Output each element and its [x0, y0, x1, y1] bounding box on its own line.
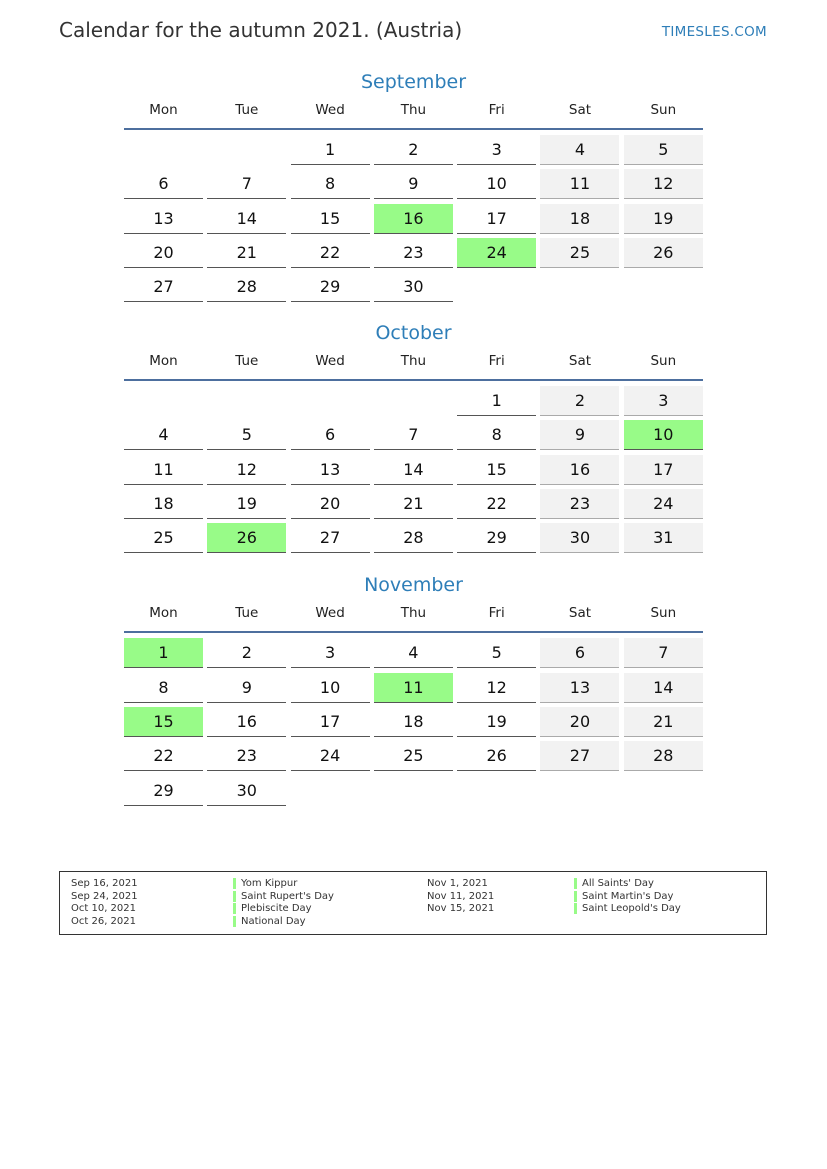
- month-title: October: [375, 322, 452, 345]
- day-cell: 30: [540, 523, 619, 553]
- day-cell: 6: [540, 638, 619, 668]
- weekday-label: Tue: [235, 102, 259, 118]
- day-cell: 9: [540, 420, 619, 450]
- day-cell: 26: [457, 741, 536, 771]
- day-cell: 18: [124, 489, 203, 519]
- day-cell: 17: [457, 204, 536, 234]
- day-cell: 25: [124, 523, 203, 553]
- empty-cell: [457, 776, 536, 806]
- day-cell: 15: [124, 707, 203, 737]
- weekday-label: Thu: [400, 102, 427, 118]
- weekday-label: Sun: [650, 102, 677, 118]
- day-cell: 18: [540, 204, 619, 234]
- day-cell: 13: [124, 204, 203, 234]
- day-cell: 24: [457, 238, 536, 268]
- day-cell: 4: [124, 420, 203, 450]
- day-cell: 23: [374, 238, 453, 268]
- legend-dates-left: [71, 878, 138, 928]
- day-cell: 10: [457, 169, 536, 199]
- day-cell: 20: [124, 238, 203, 268]
- day-cell: 6: [124, 169, 203, 199]
- day-cell: 8: [457, 420, 536, 450]
- day-cell: 5: [207, 420, 286, 450]
- day-cell: 21: [624, 707, 703, 737]
- holiday-legend: [59, 871, 767, 935]
- day-cell: 16: [540, 455, 619, 485]
- day-cell: 20: [540, 707, 619, 737]
- legend-holiday-name: Yom Kippur: [233, 878, 297, 889]
- weekday-label: Fri: [488, 353, 505, 370]
- day-cell: 28: [624, 741, 703, 771]
- empty-cell: [374, 776, 453, 806]
- day-cell: 22: [457, 489, 536, 519]
- weekday-label: Tue: [235, 605, 259, 622]
- legend-holiday-name: Plebiscite Day: [233, 903, 312, 914]
- day-cell: 10: [291, 673, 370, 703]
- day-cell: 18: [374, 707, 453, 737]
- weekday-label: Mon: [149, 605, 178, 622]
- month-september: [124, 66, 703, 302]
- day-cell: 19: [624, 204, 703, 234]
- brand-link[interactable]: TIMESLES.COM: [661, 24, 767, 40]
- day-cell: 3: [291, 638, 370, 668]
- weekday-label: Thu: [400, 353, 427, 370]
- empty-cell: [624, 776, 703, 806]
- day-cell: 15: [291, 204, 370, 234]
- day-cell: 28: [374, 523, 453, 553]
- day-cell: 20: [291, 489, 370, 519]
- empty-cell: [124, 135, 203, 165]
- day-cell: 26: [207, 523, 286, 553]
- day-grid: [124, 386, 703, 553]
- day-cell: 13: [291, 455, 370, 485]
- day-cell: 16: [374, 204, 453, 234]
- day-cell: 2: [374, 135, 453, 165]
- day-cell: 7: [207, 169, 286, 199]
- legend-names-left: [233, 878, 334, 928]
- weekday-header: [124, 98, 703, 130]
- weekday-label: Sun: [650, 605, 677, 622]
- empty-cell: [540, 272, 619, 302]
- day-cell: 4: [374, 638, 453, 668]
- day-cell: 9: [207, 673, 286, 703]
- day-cell: 29: [291, 272, 370, 302]
- day-cell: 29: [124, 776, 203, 806]
- day-cell: 3: [624, 386, 703, 416]
- day-cell: 25: [374, 741, 453, 771]
- legend-holiday-name: Saint Leopold's Day: [574, 903, 681, 914]
- day-cell: 28: [207, 272, 286, 302]
- empty-cell: [291, 776, 370, 806]
- empty-cell: [457, 272, 536, 302]
- empty-cell: [624, 272, 703, 302]
- weekday-label: Sun: [650, 353, 677, 370]
- legend-date: Sep 24, 2021: [71, 890, 138, 902]
- day-cell: 16: [207, 707, 286, 737]
- weekday-label: Tue: [235, 353, 259, 370]
- legend-holiday-name: All Saints' Day: [574, 878, 654, 889]
- day-cell: 27: [540, 741, 619, 771]
- legend-date: Nov 11, 2021: [427, 890, 495, 902]
- day-cell: 12: [207, 455, 286, 485]
- day-cell: 30: [207, 776, 286, 806]
- day-cell: 14: [207, 204, 286, 234]
- weekday-label: Fri: [488, 102, 505, 118]
- weekday-label: Mon: [149, 102, 178, 118]
- legend-date: Oct 10, 2021: [71, 903, 136, 915]
- day-cell: 13: [540, 673, 619, 703]
- weekday-label: Thu: [400, 605, 427, 622]
- month-title: September: [360, 71, 467, 93]
- day-cell: 9: [374, 169, 453, 199]
- day-cell: 12: [457, 673, 536, 703]
- legend-date: Sep 16, 2021: [71, 878, 138, 889]
- empty-cell: [207, 135, 286, 165]
- day-cell: 8: [291, 169, 370, 199]
- empty-cell: [207, 386, 286, 416]
- day-cell: 27: [291, 523, 370, 553]
- day-cell: 23: [540, 489, 619, 519]
- empty-cell: [374, 386, 453, 416]
- day-cell: 22: [124, 741, 203, 771]
- day-cell: 5: [624, 135, 703, 165]
- legend-date: Oct 26, 2021: [71, 915, 136, 927]
- day-cell: 12: [624, 169, 703, 199]
- empty-cell: [291, 386, 370, 416]
- weekday-label: Wed: [315, 605, 345, 622]
- weekday-label: Wed: [315, 353, 345, 370]
- day-cell: 1: [291, 135, 370, 165]
- legend-dates-right: [427, 878, 494, 916]
- day-cell: 11: [124, 455, 203, 485]
- day-cell: 25: [540, 238, 619, 268]
- day-cell: 14: [374, 455, 453, 485]
- empty-cell: [124, 386, 203, 416]
- page-title: Calendar for the autumn 2021. (Austria): [59, 18, 463, 42]
- day-cell: 17: [624, 455, 703, 485]
- day-cell: 23: [207, 741, 286, 771]
- weekday-label: Sat: [568, 102, 592, 118]
- day-cell: 29: [457, 523, 536, 553]
- month-november: [124, 569, 703, 805]
- weekday-label: Mon: [149, 353, 178, 370]
- calendar-months: [124, 66, 703, 806]
- day-cell: 6: [291, 420, 370, 450]
- weekday-label: Sat: [568, 353, 592, 370]
- day-cell: 2: [207, 638, 286, 668]
- day-cell: 24: [291, 741, 370, 771]
- weekday-header: [124, 349, 703, 381]
- day-cell: 10: [624, 420, 703, 450]
- day-cell: 24: [624, 489, 703, 519]
- day-cell: 14: [624, 673, 703, 703]
- legend-holiday-name: Saint Rupert's Day: [233, 891, 334, 902]
- legend-date: Nov 15, 2021: [427, 903, 495, 915]
- day-cell: 3: [457, 135, 536, 165]
- day-cell: 1: [124, 638, 203, 668]
- legend-holiday-name: Saint Martin's Day: [574, 891, 673, 902]
- empty-cell: [540, 776, 619, 806]
- day-cell: 2: [540, 386, 619, 416]
- day-cell: 26: [624, 238, 703, 268]
- month-title: November: [364, 574, 463, 597]
- day-cell: 30: [374, 272, 453, 302]
- day-cell: 21: [374, 489, 453, 519]
- day-cell: 31: [624, 523, 703, 553]
- day-grid: [124, 135, 703, 302]
- day-cell: 15: [457, 455, 536, 485]
- day-cell: 11: [374, 673, 453, 703]
- day-cell: 4: [540, 135, 619, 165]
- legend-date: Nov 1, 2021: [427, 878, 488, 889]
- month-october: [124, 317, 703, 553]
- day-cell: 8: [124, 673, 203, 703]
- day-grid: [124, 638, 703, 805]
- legend-names-right: [574, 878, 681, 916]
- weekday-label: Wed: [315, 102, 345, 118]
- day-cell: 22: [291, 238, 370, 268]
- weekday-header: [124, 601, 703, 633]
- day-cell: 7: [374, 420, 453, 450]
- day-cell: 21: [207, 238, 286, 268]
- weekday-label: Sat: [568, 605, 592, 622]
- day-cell: 11: [540, 169, 619, 199]
- day-cell: 1: [457, 386, 536, 416]
- day-cell: 19: [207, 489, 286, 519]
- legend-holiday-name: National Day: [233, 916, 306, 927]
- day-cell: 19: [457, 707, 536, 737]
- day-cell: 17: [291, 707, 370, 737]
- day-cell: 7: [624, 638, 703, 668]
- day-cell: 27: [124, 272, 203, 302]
- day-cell: 5: [457, 638, 536, 668]
- weekday-label: Fri: [488, 605, 505, 622]
